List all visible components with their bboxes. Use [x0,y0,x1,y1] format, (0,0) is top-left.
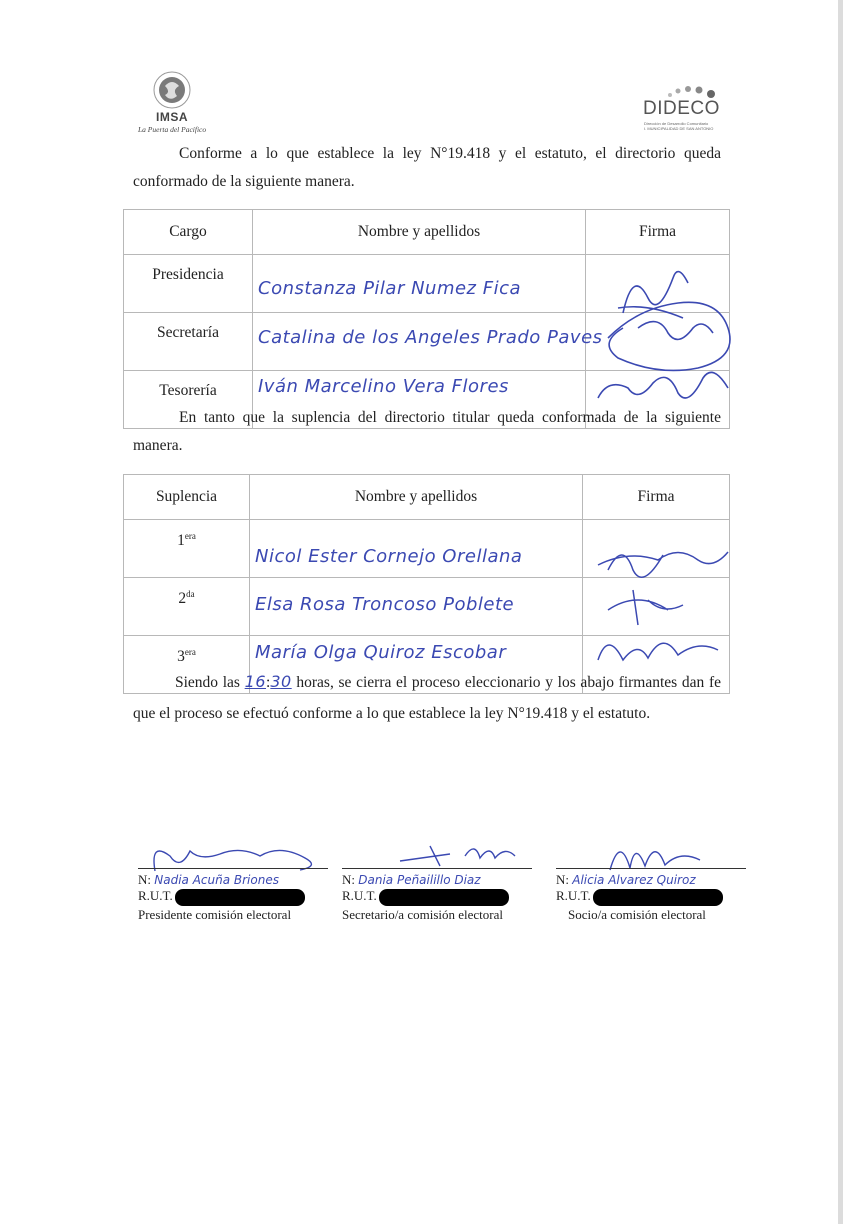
header-nombre: Nombre y apellidos [253,210,586,255]
ordinal-number: 2 [178,590,187,608]
rut-label: R.U.T. [342,888,377,903]
signer-role: Secretario/a comisión electoral [342,906,503,922]
redacted-rut [175,889,305,906]
signer-name: Alicia Alvarez Quiroz [572,873,696,887]
dideco-logo-subtitle [644,121,713,131]
table-header-row [124,475,730,520]
handwritten-name-secretaria: Catalina de los Angeles Prado Paves [258,327,603,348]
imsa-emblem-icon [152,70,192,110]
signature-name-line [138,872,328,888]
page-edge [838,0,843,1224]
closing-part-1: Siendo las [175,674,240,691]
signature-line [138,868,328,869]
signer-role: Presidente comisión electoral [138,906,292,922]
imsa-logo [136,66,216,136]
ordinal-suffix: era [184,647,196,657]
signer-name: Nadia Acuña Briones [154,873,279,887]
intro-paragraph: Conforme a lo que establece la ley N°19.418 y el estatuto, el directorio queda conformado de la siguiente manera. [133,145,721,190]
redacted-rut [593,889,723,906]
signature-block-socio [556,868,746,923]
suplencia-paragraph: En tanto que la suplencia del directorio titular queda conformada de la siguiente manera. [133,409,721,454]
signer-role: Socio/a comisión electoral [568,906,706,922]
signature-name-line [556,872,746,888]
table-header-row [124,210,730,255]
dideco-logo-name: DIDECO [643,98,720,119]
handwritten-name-presidencia: Constanza Pilar Numez Fica [258,278,522,299]
header-suplencia: Suplencia [124,475,250,520]
handwritten-name-tesoreria: Iván Marcelino Vera Flores [258,376,509,397]
signer-name: Dania Peñailillo Diaz [358,873,481,887]
signature-rut-line [138,888,328,906]
signature-line [556,868,746,869]
closing-hour: 16 [244,672,267,691]
signature-scribble-secretario [380,836,530,872]
closing-paragraph [133,666,721,729]
suplencia-signatures-scribble [588,530,738,670]
signature-block-secretario [342,868,532,923]
dideco-subtitle-line-1: Dirección de Desarrollo Comunitario [644,121,709,126]
signature-rut-line [556,888,746,906]
ordinal-number: 3 [177,648,185,666]
name-label: N: [342,872,355,887]
ordinal-number: 1 [177,532,185,550]
header-nombre: Nombre y apellidos [250,475,583,520]
dideco-subtitle-line-2: I. MUNICIPALIDAD DE SAN ANTONIO [644,126,714,131]
dideco-logo [640,82,740,132]
cell-cargo: Presidencia [124,255,253,313]
handwritten-name-suplente-3: María Olga Quiroz Escobar [255,642,507,663]
rut-label: R.U.T. [556,888,591,903]
ordinal-suffix: era [184,531,196,541]
name-label: N: [556,872,569,887]
signature-line [342,868,532,869]
cell-suplencia [124,578,250,636]
redacted-rut [379,889,509,906]
imsa-logo-tagline: La Puerta del Pacífico [138,125,207,134]
closing-separator: : [266,674,271,691]
header-firma: Firma [583,475,730,520]
directorio-signatures-scribble [578,258,748,418]
name-label: N: [138,872,151,887]
ordinal-suffix: da [186,589,195,599]
signature-rut-line [342,888,532,906]
closing-minute: 30 [270,672,292,691]
cell-suplencia [124,520,250,578]
rut-label: R.U.T. [138,888,173,903]
signature-name-line [342,872,532,888]
cell-cargo: Secretaría [124,313,253,371]
signature-block-presidente [138,868,328,923]
cell-cargo: Tesorería [124,371,253,429]
closing-part-2: horas, se cierra el proceso eleccionario y los abajo firmantes dan fe que el proceso se efectuó conforme a lo que establece la ley N°19.418 y el estatuto. [133,674,722,722]
imsa-logo-name: IMSA [156,110,188,124]
handwritten-name-suplente-2: Elsa Rosa Troncoso Poblete [255,594,515,615]
handwritten-name-suplente-1: Nicol Ester Cornejo Orellana [255,546,523,567]
header-firma: Firma [586,210,730,255]
header-cargo: Cargo [124,210,253,255]
